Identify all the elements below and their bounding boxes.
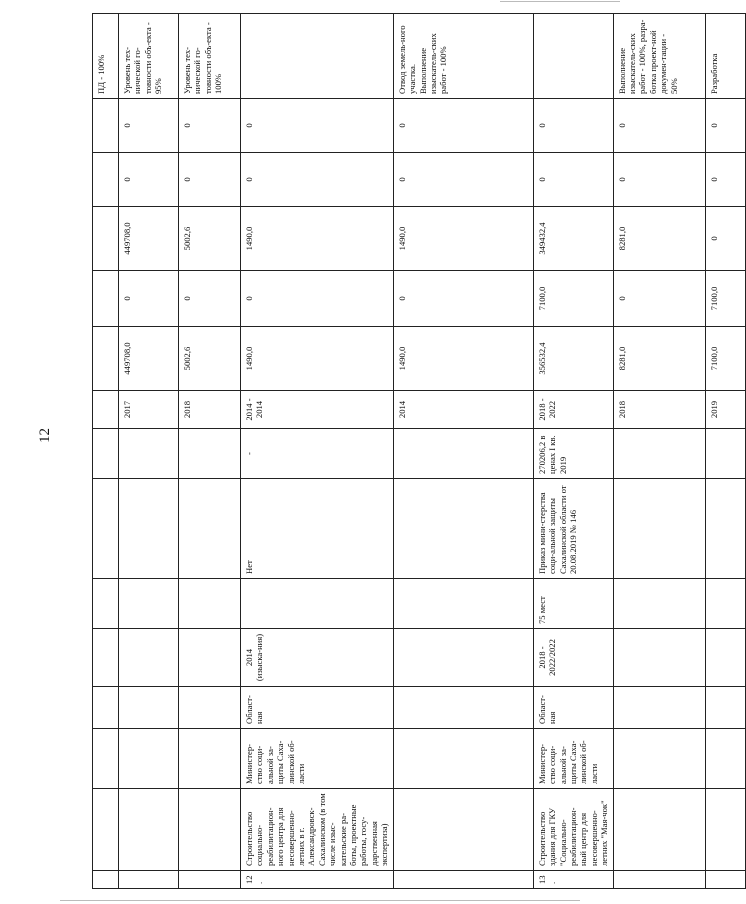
customer-cell: Министер-ство соци-альной за-щиты Саха-линской об-ласти (533, 729, 613, 789)
amount-cell: 0 (533, 153, 613, 207)
amount-cell: 0 (179, 99, 241, 153)
table-cell (93, 629, 119, 687)
rotated-table-container (92, 14, 719, 889)
table-cell (93, 391, 119, 429)
investment-program-table (92, 13, 746, 889)
table-row (241, 14, 394, 889)
table-cell (179, 687, 241, 729)
amount-cell: 0 (179, 153, 241, 207)
table-cell (119, 479, 179, 579)
table-cell (393, 629, 533, 687)
table-cell (93, 429, 119, 479)
cost-cell: 270206,2 в ценах I кв. 2019 (533, 429, 613, 479)
year-cell: 2018 - 2022 (533, 391, 613, 429)
table-cell (119, 687, 179, 729)
ownership-cell: Област-ная (533, 687, 613, 729)
amount-cell: 7100,0 (705, 271, 745, 327)
table-cell (705, 429, 745, 479)
document-cell: Нет (241, 479, 394, 579)
year-cell: 2014 - 2014 (241, 391, 394, 429)
table-cell (119, 871, 179, 889)
table-cell (613, 579, 705, 629)
table-cell (705, 479, 745, 579)
year-cell: 2014 (393, 391, 533, 429)
table-row (705, 14, 745, 889)
amount-cell: 8281,0 (613, 207, 705, 271)
table-cell (119, 579, 179, 629)
table-cell (179, 789, 241, 871)
amount-cell: 0 (705, 99, 745, 153)
amount-cell: 0 (613, 271, 705, 327)
amount-cell: 1490,0 (393, 327, 533, 391)
amount-cell: 449708,0 (119, 327, 179, 391)
table-cell (613, 729, 705, 789)
table-cell (393, 729, 533, 789)
table-row (393, 14, 533, 889)
object-name-cell: Строительство социально-реабилитацион-ного центра для несовершенно-летних в г. Александровск-Сахалинском (в том числе изыс-кательские ра-боты, проектные работы, госу-дарственная экспертиза) (241, 789, 394, 871)
row-number: 13. (533, 871, 613, 889)
amount-cell: 0 (393, 153, 533, 207)
amount-cell: 1490,0 (393, 207, 533, 271)
amount-cell: 0 (179, 271, 241, 327)
table-cell (93, 687, 119, 729)
document-cell: Приказ мини-стерства соци-альной защиты Сахалинской области от 20.08.2019 № 146 (533, 479, 613, 579)
table-cell (93, 479, 119, 579)
table-cell (93, 729, 119, 789)
table-cell (119, 789, 179, 871)
table-cell (93, 327, 119, 391)
table-cell (93, 789, 119, 871)
scan-artifact (60, 900, 580, 901)
amount-cell: 8281,0 (613, 327, 705, 391)
year-cell: 2018 (613, 391, 705, 429)
table-row (179, 14, 241, 889)
table-cell (179, 871, 241, 889)
table-cell (705, 687, 745, 729)
table-cell: ПД - 100% (93, 14, 119, 99)
table-cell (705, 871, 745, 889)
table-cell (179, 729, 241, 789)
table-cell (393, 871, 533, 889)
table-cell (393, 687, 533, 729)
table-cell (93, 207, 119, 271)
table-cell (705, 629, 745, 687)
amount-cell: 356532,4 (533, 327, 613, 391)
table-row (613, 14, 705, 889)
amount-cell: 0 (119, 99, 179, 153)
amount-cell: 7100,0 (533, 271, 613, 327)
table-cell (613, 687, 705, 729)
amount-cell: 0 (705, 153, 745, 207)
table-cell (179, 429, 241, 479)
table-cell (393, 579, 533, 629)
table-row (119, 14, 179, 889)
result-cell (533, 14, 613, 99)
amount-cell: 0 (393, 99, 533, 153)
customer-cell: Министер-ство соци-альной за-щиты Саха-линской об-ласти (241, 729, 394, 789)
table-cell (119, 629, 179, 687)
table-cell (613, 479, 705, 579)
table-cell (93, 871, 119, 889)
table-cell (705, 729, 745, 789)
year-cell: 2018 (179, 391, 241, 429)
amount-cell: 449708,0 (119, 207, 179, 271)
amount-cell: 0 (705, 207, 745, 271)
amount-cell: 7100,0 (705, 327, 745, 391)
table-cell (179, 479, 241, 579)
result-cell: Выполнение изыскатель-ских работ - 100%, разра-ботка проект-ной докумен-тации - 50% (613, 14, 705, 99)
table-cell (613, 429, 705, 479)
amount-cell: 0 (241, 99, 394, 153)
page-number: 12 (37, 428, 53, 443)
amount-cell: 0 (241, 153, 394, 207)
table-cell (93, 579, 119, 629)
table-cell (393, 789, 533, 871)
table-cell (613, 789, 705, 871)
table-cell (179, 629, 241, 687)
result-cell: Уровень тех-нической го-товности объ-екта - 95% (119, 14, 179, 99)
amount-cell: 5002,6 (179, 207, 241, 271)
table-cell (119, 429, 179, 479)
table-cell (613, 871, 705, 889)
scan-artifact (500, 1, 620, 2)
amount-cell: 0 (533, 99, 613, 153)
table-cell (705, 789, 745, 871)
period-cell: 2018 - 2022/2022 (533, 629, 613, 687)
amount-cell: 0 (119, 271, 179, 327)
amount-cell: 1490,0 (241, 207, 394, 271)
amount-cell: 0 (393, 271, 533, 327)
table-cell (179, 579, 241, 629)
table-cell (393, 479, 533, 579)
amount-cell: 5002,6 (179, 327, 241, 391)
row-number: 12. (241, 871, 394, 889)
table-row (93, 14, 119, 889)
result-cell: Отвод земель-ного участка. Выполнение изыскатель-ских работ - 100% (393, 14, 533, 99)
result-cell: Разработка (705, 14, 745, 99)
amount-cell: 0 (613, 153, 705, 207)
amount-cell: 0 (613, 99, 705, 153)
amount-cell: 349432,4 (533, 207, 613, 271)
table-cell (393, 429, 533, 479)
capacity-cell: 75 мест (533, 579, 613, 629)
table-cell (93, 99, 119, 153)
ownership-cell: Област-ная (241, 687, 394, 729)
year-cell: 2017 (119, 391, 179, 429)
result-cell (241, 14, 394, 99)
table-cell (93, 271, 119, 327)
table-row (533, 14, 613, 889)
table-cell (119, 729, 179, 789)
table-cell (613, 629, 705, 687)
amount-cell: 0 (119, 153, 179, 207)
object-name-cell: Строительство здания для ГКУ "Социально-реабилитацион-ный центр для несовершенно-летних "Мая-чок" (533, 789, 613, 871)
amount-cell: 1490,0 (241, 327, 394, 391)
cost-cell: - (241, 429, 394, 479)
amount-cell: 0 (241, 271, 394, 327)
capacity-cell (241, 579, 394, 629)
result-cell: Уровень тех-нической го-товности объ-екта - 100% (179, 14, 241, 99)
period-cell: 2014 (изыска-ния) (241, 629, 394, 687)
year-cell: 2019 (705, 391, 745, 429)
table-cell (705, 579, 745, 629)
table-cell (93, 153, 119, 207)
